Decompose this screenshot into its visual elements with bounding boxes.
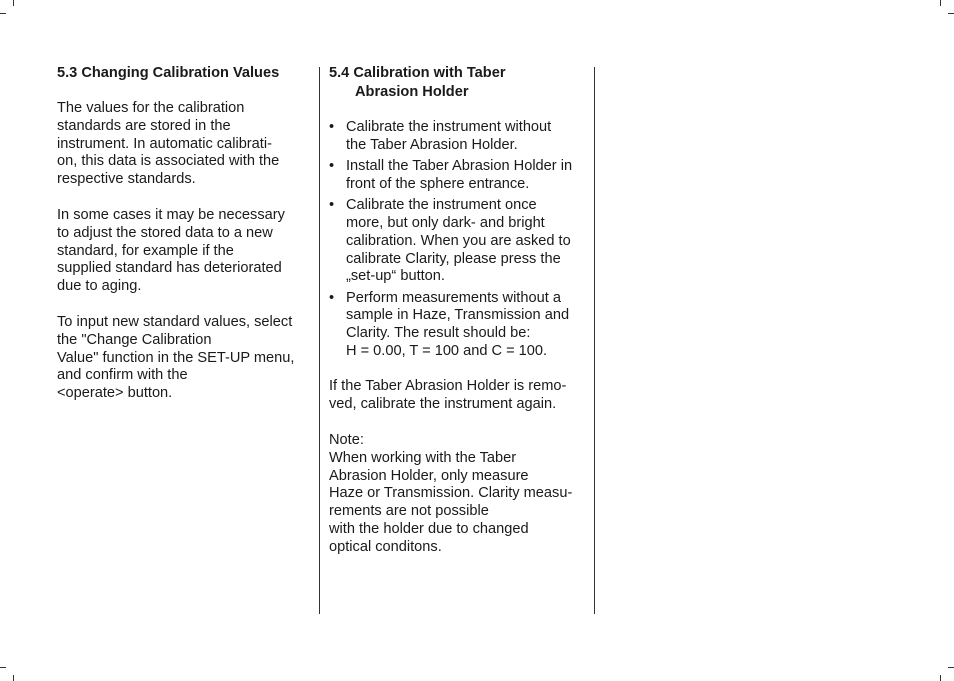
text-line: on, this data is associated with the <box>57 153 280 170</box>
bullet-icon: • <box>329 158 335 175</box>
text-line: Abrasion Holder, only measure <box>329 467 529 484</box>
text-line: Haze or Transmission. Clarity measu- <box>329 485 573 502</box>
section-title <box>329 64 581 102</box>
text-line: standards are stored in the <box>57 117 231 134</box>
paragraph-adjust-data <box>57 207 303 296</box>
crop-mark <box>13 675 14 681</box>
text-line: and confirm with the <box>57 367 188 384</box>
text-line: front of the sphere entrance. <box>346 175 530 192</box>
bullet-icon: • <box>329 119 335 135</box>
text-line: the "Change Calibration <box>57 331 212 348</box>
section-title-line: 5.4 Calibration with Taber <box>329 65 506 81</box>
list-item <box>329 158 581 194</box>
text-line: Install the Taber Abrasion Holder in <box>346 158 573 175</box>
crop-mark <box>940 675 941 681</box>
section-5-4 <box>329 64 581 557</box>
text-line: due to aging. <box>57 278 142 295</box>
paragraph-note <box>329 432 581 557</box>
note-label: Note: <box>329 431 364 448</box>
bullet-icon: • <box>329 197 335 214</box>
crop-mark <box>0 667 6 668</box>
crop-mark <box>948 13 954 14</box>
list-item <box>329 290 581 361</box>
list-item <box>329 119 581 155</box>
bullet-icon: • <box>329 289 335 306</box>
section-title: 5.3 Changing Calibration Values <box>57 65 280 81</box>
text-line: H = 0.00, T = 100 and C = 100. <box>346 343 548 360</box>
text-line: If the Taber Abrasion Holder is remo- <box>329 378 567 395</box>
column-divider <box>594 67 595 614</box>
crop-mark <box>13 0 14 6</box>
bullet-list <box>329 119 581 361</box>
text-line: the Taber Abrasion Holder. <box>346 136 518 153</box>
text-line: Value" function in the SET-UP menu, <box>57 349 295 366</box>
text-line: Perform measurements without a <box>346 289 561 306</box>
text-line: To input new standard values, select <box>57 313 293 330</box>
paragraph-recalibrate <box>329 378 581 414</box>
text-line: <operate> button. <box>57 385 173 402</box>
text-line: ved, calibrate the instrument again. <box>329 396 557 413</box>
text-line: sample in Haze, Transmission and <box>346 307 570 324</box>
text-line: calibrate Clarity, please press the <box>346 250 561 267</box>
text-line: with the holder due to changed <box>329 520 529 537</box>
crop-mark <box>0 13 6 14</box>
text-line: „set-up“ button. <box>346 268 445 285</box>
text-line: The values for the calibration <box>57 100 245 116</box>
section-title-line: Abrasion Holder <box>355 84 469 100</box>
text-line: more, but only dark- and bright <box>346 214 545 231</box>
column-divider <box>319 67 320 614</box>
crop-mark <box>940 0 941 6</box>
text-line: to adjust the stored data to a new <box>57 224 273 241</box>
paragraph-input-values <box>57 314 303 403</box>
paragraph-calibration-values <box>57 100 303 189</box>
text-line: When working with the Taber <box>329 449 517 466</box>
list-item <box>329 197 581 286</box>
text-line: Calibrate the instrument without <box>346 119 552 135</box>
text-line: optical conditons. <box>329 538 442 555</box>
text-line: standard, for example if the <box>57 242 234 259</box>
text-line: calibration. When you are asked to <box>346 232 571 249</box>
text-line: Calibrate the instrument once <box>346 197 537 214</box>
text-line: supplied standard has deteriorated <box>57 260 282 277</box>
text-line: Clarity. The result should be: <box>346 325 531 342</box>
text-line: rements are not possible <box>329 503 489 520</box>
text-line: instrument. In automatic calibrati- <box>57 135 272 152</box>
section-5-3 <box>57 64 303 403</box>
text-line: respective standards. <box>57 171 196 188</box>
text-line: In some cases it may be necessary <box>57 206 285 223</box>
crop-mark <box>948 667 954 668</box>
